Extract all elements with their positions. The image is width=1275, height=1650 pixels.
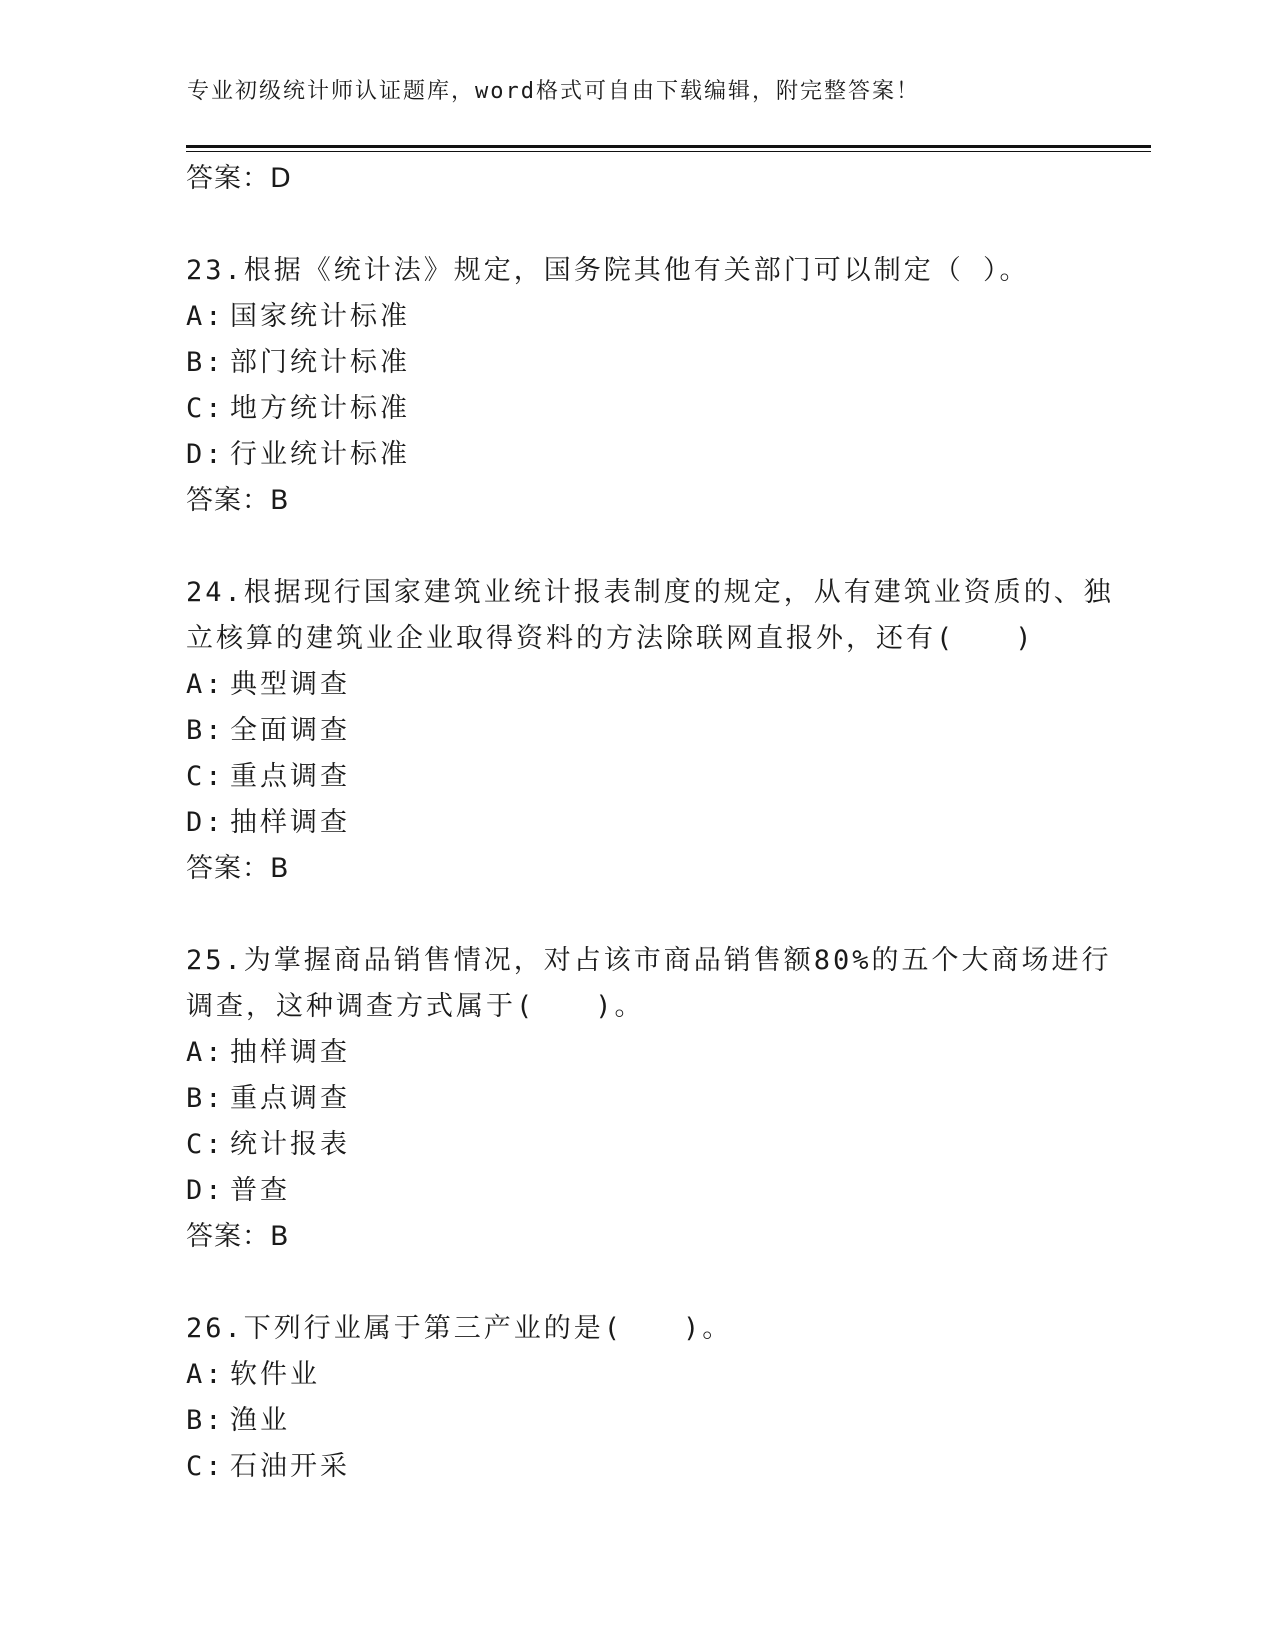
option-text: 地方统计标准 (230, 393, 410, 424)
answer-label: 答案：B (186, 853, 290, 884)
option-text: 抽样调查 (230, 807, 350, 838)
option-key: D: (186, 439, 225, 470)
option-text: 重点调查 (230, 761, 350, 792)
option-b (186, 708, 1116, 754)
option-key: C: (186, 761, 225, 792)
option-key: A: (186, 301, 225, 332)
option-text: 统计报表 (230, 1129, 350, 1160)
option-text: 石油开采 (230, 1451, 350, 1482)
option-text: 典型调查 (230, 669, 350, 700)
option-key: A: (186, 669, 225, 700)
option-key: B: (186, 347, 225, 378)
question-text: 23.根据《统计法》规定，国务院其他有关部门可以制定（ ）。 (186, 255, 1030, 286)
option-d (186, 800, 1116, 846)
option-key: B: (186, 1083, 225, 1114)
question-block (186, 570, 1116, 892)
option-c (186, 386, 1116, 432)
option-b (186, 1076, 1116, 1122)
option-key: B: (186, 1405, 225, 1436)
option-text: 全面调查 (230, 715, 350, 746)
option-key: C: (186, 393, 225, 424)
option-a (186, 294, 1116, 340)
option-c (186, 1444, 1116, 1490)
answer-label: 答案：B (186, 485, 290, 516)
answer-label: 答案：B (186, 1221, 290, 1252)
question-block (186, 938, 1116, 1260)
option-a (186, 662, 1116, 708)
option-key: A: (186, 1037, 225, 1068)
option-text: 软件业 (230, 1359, 320, 1390)
option-key: B: (186, 715, 225, 746)
question-text: 24.根据现行国家建筑业统计报表制度的规定，从有建筑业资质的、独立核算的建筑业企业取得资料的方法除联网直报外，还有( ) (186, 577, 1114, 654)
option-list (186, 294, 1116, 478)
option-text: 重点调查 (230, 1083, 350, 1114)
option-a (186, 1030, 1116, 1076)
page-header: 专业初级统计师认证题库，word格式可自由下载编辑，附完整答案！ (187, 79, 920, 104)
option-list (186, 662, 1116, 846)
option-key: D: (186, 1175, 225, 1206)
option-list (186, 1352, 1116, 1490)
option-c (186, 1122, 1116, 1168)
option-d (186, 432, 1116, 478)
option-text: 抽样调查 (230, 1037, 350, 1068)
question-block (186, 248, 1116, 524)
option-key: C: (186, 1451, 225, 1482)
option-text: 普查 (230, 1175, 290, 1206)
option-b (186, 1398, 1116, 1444)
question-text: 26.下列行业属于第三产业的是( )。 (186, 1313, 733, 1344)
option-list (186, 1030, 1116, 1214)
option-c (186, 754, 1116, 800)
header-rule-thick (186, 145, 1151, 148)
option-text: 渔业 (230, 1405, 290, 1436)
option-key: A: (186, 1359, 225, 1390)
question-text: 25.为掌握商品销售情况，对占该市商品销售额80%的五个大商场进行调查，这种调查方式属于( )。 (186, 945, 1112, 1022)
option-text: 国家统计标准 (230, 301, 410, 332)
question-block (186, 1306, 1116, 1490)
option-key: D: (186, 807, 225, 838)
option-a (186, 1352, 1116, 1398)
option-text: 行业统计标准 (230, 439, 410, 470)
option-b (186, 340, 1116, 386)
question-list (186, 156, 1116, 1490)
answer-label: 答案：D (186, 163, 292, 194)
option-key: C: (186, 1129, 225, 1160)
option-text: 部门统计标准 (230, 347, 410, 378)
header-rule-thin (186, 151, 1151, 152)
option-d (186, 1168, 1116, 1214)
